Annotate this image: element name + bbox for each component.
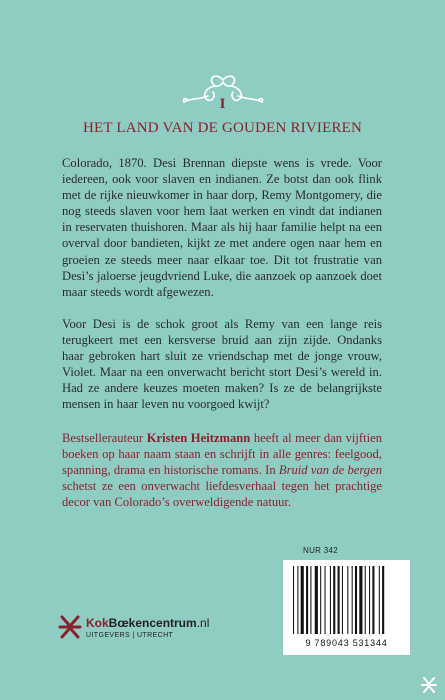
barcode-bar [347, 566, 348, 634]
barcode-bar [297, 566, 298, 634]
publisher-name-main: Bœkencentrum [108, 616, 197, 630]
barcode-bar [365, 566, 366, 634]
barcode [283, 560, 410, 655]
barcode-bars [291, 566, 402, 634]
author-name: Kristen Heitzmann [146, 431, 251, 445]
barcode-bar [293, 566, 294, 634]
barcode-bar [333, 566, 335, 634]
author-text-2: heeft al meer dan vijftien boeken op haar naam staan en schrijft in alle genres: feelgood, spanning, drama en historische romans. In [62, 431, 383, 478]
barcode-bar [379, 566, 380, 634]
series-number: I [219, 96, 226, 112]
publisher-subtitle: UITGEVERS | UTRECHT [86, 632, 174, 639]
barcode-bar [320, 566, 321, 634]
author-text-3: schetst ze een onverwacht liefdesverhaal tegen het prachtige decor van Colorado’s overweldigende natuur. [62, 479, 382, 510]
synopsis-paragraph-2: Voor Desi is de schok groot als Remy van een lange reis terugkeert met een kersverse bruid aan zijn zijde. Ondanks haar gebroken hart sluit ze vriendschap met de jonge vrouw, Violet. Maar na een onverwacht bericht stort Desi’s wereld in. Had ze andere keuzes moeten maken? Is ze de belangrijkste mensen in haar leven nu voorgoed kwijt? [62, 317, 382, 412]
barcode-bar [330, 566, 331, 634]
barcode-bar [359, 566, 362, 634]
author-text-1: Bestsellerauteur [62, 431, 147, 445]
barcode-bar [338, 566, 340, 634]
book-title: Bruid van de bergen [278, 463, 382, 478]
publisher-name [86, 616, 209, 630]
barcode-bar [372, 566, 374, 634]
barcode-bar [306, 566, 308, 634]
series-title: HET LAND VAN DE GOUDEN RIVIEREN [82, 120, 363, 136]
corner-star-icon [421, 676, 437, 694]
publisher-name-suffix: .nl [196, 616, 210, 630]
synopsis-paragraph-1: Colorado, 1870. Desi Brennan diepste wens is vrede. Voor iedereen, ook voor slaven en indianen. Ze botst dan ook flink met de rijke nieuwkomer in haar dorp, Remy Montgomery, die nog steeds slaven voor hem laat werken en vindt dat indianen in reservaten thuishoren. Maar als hij haar familie helpt na een overval door bandieten, kijkt ze met andere ogen naar hem en groeien ze steeds meer naar elkaar toe. Dit tot frustratie van Desi’s jaloerse jeugdvriend Luke, die aanzoek op aanzoek doet maar steeds wordt afgewezen. [62, 156, 382, 299]
barcode-bar [325, 566, 326, 634]
barcode-bar [342, 566, 343, 634]
barcode-bar [301, 566, 304, 634]
barcode-bar [382, 566, 384, 634]
barcode-bar [355, 566, 357, 634]
nur-code: NUR 342 [303, 546, 339, 555]
barcode-bar [310, 566, 311, 634]
author-paragraph [62, 430, 382, 510]
barcode-bar [369, 566, 370, 634]
barcode-bar [315, 566, 318, 634]
kok-star-logo-icon [58, 614, 82, 640]
isbn-number: 9 789043 531344 [305, 638, 388, 648]
barcode-bar [352, 566, 353, 634]
publisher-name-prefix: Kok [86, 616, 109, 630]
